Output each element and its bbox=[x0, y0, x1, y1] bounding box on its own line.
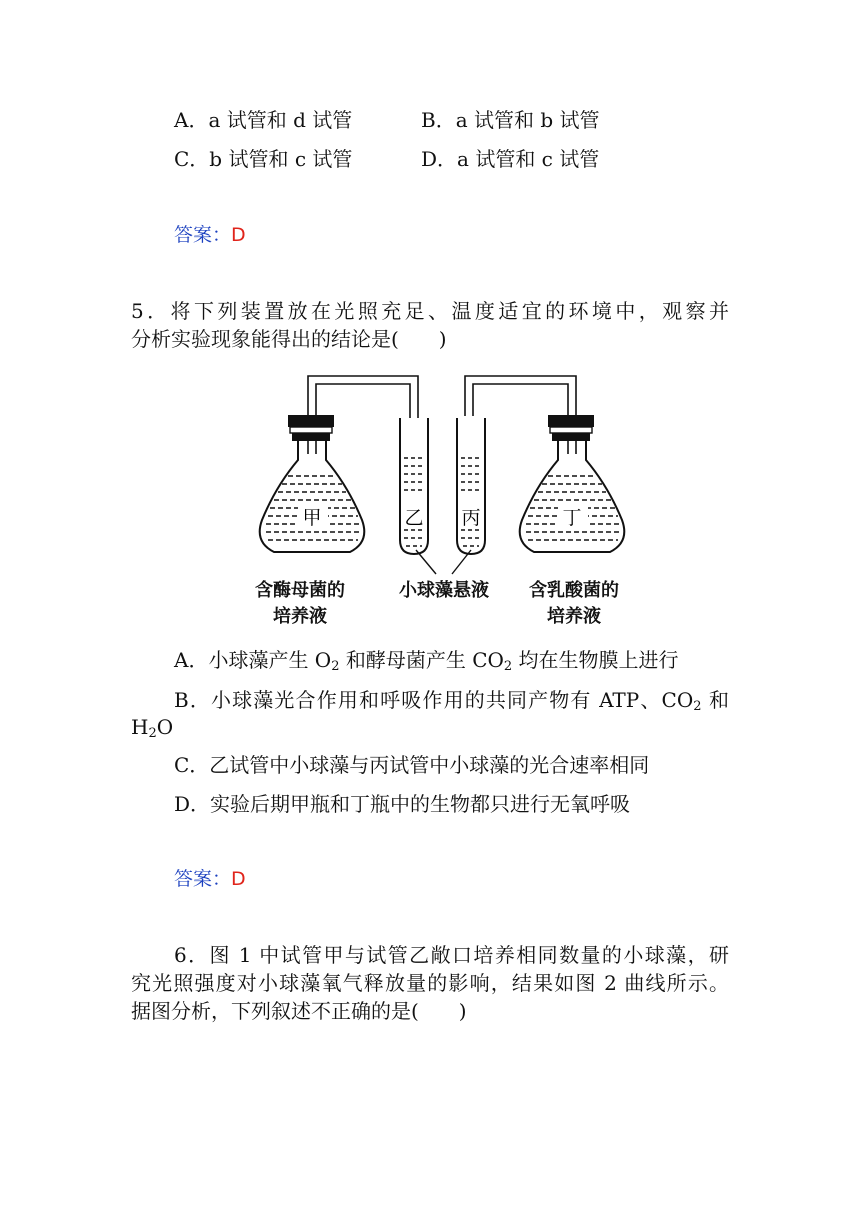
q4-answer bbox=[174, 221, 246, 249]
flask-left bbox=[260, 438, 365, 552]
tube-left bbox=[400, 418, 428, 554]
tube-left-label: 乙 bbox=[404, 507, 424, 529]
q5-option-b-line-2: $H_2O$ bbox=[131, 715, 174, 741]
q5-option-d: D．实验后期甲瓶和丁瓶中的生物都只进行无氧呼吸 bbox=[174, 792, 631, 816]
q5-answer bbox=[174, 865, 246, 893]
q5-option-c: C．乙试管中小球藻与丙试管中小球藻的光合速率相同 bbox=[174, 753, 650, 777]
q4-option-d: D．a 试管和 c 试管 bbox=[421, 147, 600, 171]
q6-stem-line-2: 究光照强度对小球藻氧气释放量的影响，结果如图 2 曲线所示。 bbox=[131, 971, 729, 995]
stopper-left bbox=[288, 415, 334, 427]
q5-option-a: A．小球藻产生 $O_2$ 和酵母菌产生 $CO_2$ 均在生物膜上进行 bbox=[174, 648, 679, 674]
caption-right-line-2: 培养液 bbox=[547, 606, 601, 627]
flask-right-label: 丁 bbox=[562, 507, 582, 529]
q5-stem-line-2: 分析实验现象能得出的结论是( ) bbox=[131, 327, 447, 351]
q5-apparatus-figure bbox=[240, 362, 640, 634]
caption-left-line-1: 含酶母菌的 bbox=[255, 580, 345, 601]
caption-right-line-1: 含乳酸菌的 bbox=[529, 580, 619, 601]
flask-right bbox=[520, 438, 625, 552]
q5-stem-line-1: 5．将下列装置放在光照充足、温度适宜的环境中，观察并 bbox=[131, 299, 729, 323]
caption-left-line-2: 培养液 bbox=[273, 606, 327, 627]
answer-label: 答案： bbox=[174, 868, 232, 890]
q4-option-b: B．a 试管和 b 试管 bbox=[421, 108, 600, 132]
answer-label: 答案： bbox=[174, 224, 232, 246]
stopper-right bbox=[548, 415, 594, 427]
caption-middle: 小球藻悬液 bbox=[399, 580, 489, 601]
q6-stem-line-1: 6．图 1 中试管甲与试管乙敞口培养相同数量的小球藻，研 bbox=[174, 943, 729, 967]
q6-stem-line-3: 据图分析，下列叙述不正确的是( ) bbox=[131, 999, 467, 1023]
q4-option-c: C．b 试管和 c 试管 bbox=[174, 147, 353, 171]
answer-value: D bbox=[231, 868, 246, 890]
answer-value: D bbox=[231, 224, 246, 246]
tube-right bbox=[457, 418, 485, 554]
q4-option-a: A．a 试管和 d 试管 bbox=[174, 108, 353, 132]
flask-left-label: 甲 bbox=[302, 507, 322, 529]
q5-option-b-line-1: B．小球藻光合作用和呼吸作用的共同产物有 ATP、$CO_2$ 和 bbox=[174, 688, 730, 714]
tube-right-label: 丙 bbox=[461, 507, 481, 529]
